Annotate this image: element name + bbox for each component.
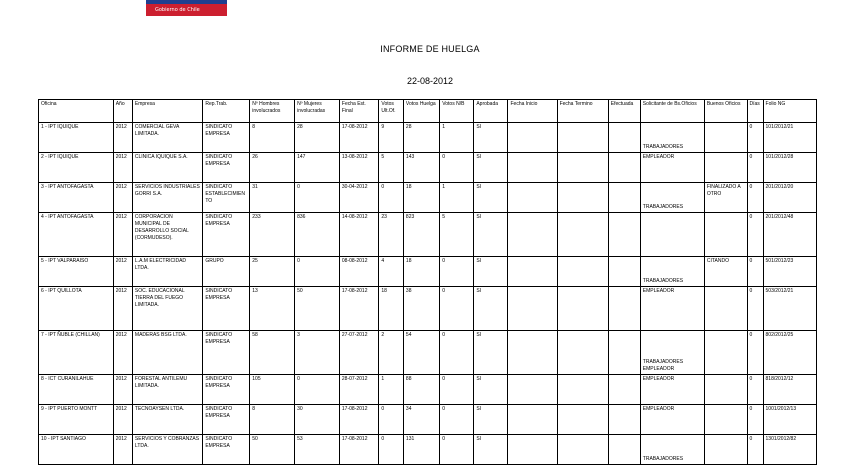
table-cell: 30-04-2012	[339, 183, 378, 213]
table-cell: 17-08-2012	[339, 435, 378, 465]
table-cell	[557, 257, 608, 287]
table-cell: 836	[295, 213, 340, 257]
table-cell: 2012	[113, 331, 132, 375]
table-cell: 818/2012/12	[763, 375, 816, 405]
table-cell: FINALIZADO A OTRO	[704, 183, 747, 213]
table-cell: EMPLEADOR	[640, 287, 704, 331]
table-cell: 0	[747, 257, 763, 287]
table-cell: 0	[379, 435, 404, 465]
table-row	[39, 183, 817, 213]
table-cell: 7 - IPT ÑUBLE (CHILLAN)	[39, 331, 114, 375]
table-body	[39, 123, 817, 465]
table-cell	[557, 435, 608, 465]
table-cell: 88	[403, 375, 439, 405]
report-title: INFORME DE HUELGA	[380, 44, 480, 54]
table-cell: 17-08-2012	[339, 123, 378, 153]
table-cell: 2	[379, 331, 404, 375]
table-cell: 0	[440, 435, 474, 465]
table-cell: TECNOAYSEN LTDA.	[132, 405, 202, 435]
column-header: Nº Mujeres involucradas	[295, 100, 340, 123]
table-cell: SI	[474, 257, 508, 287]
table-row	[39, 213, 817, 257]
table-cell: 28	[403, 123, 439, 153]
table-cell: EMPLEADOR	[640, 405, 704, 435]
table-cell: 3	[295, 331, 340, 375]
table-cell: 5	[379, 153, 404, 183]
table-cell	[608, 375, 640, 405]
table-row	[39, 405, 817, 435]
table-cell	[704, 123, 747, 153]
table-cell: 0	[747, 213, 763, 257]
table-cell: SINDICATO EMPRESA	[203, 375, 250, 405]
table-cell: 6 - IPT QUILLOTA	[39, 287, 114, 331]
table-cell: 1001/2012/13	[763, 405, 816, 435]
table-cell: COMERCIAL GEVA LIMITADA.	[132, 123, 202, 153]
table-cell	[557, 123, 608, 153]
table-cell: SINDICATO EMPRESA	[203, 153, 250, 183]
table-cell: 201/2012/48	[763, 213, 816, 257]
table-cell	[608, 183, 640, 213]
table-cell: 54	[403, 331, 439, 375]
table-cell: 08-08-2012	[339, 257, 378, 287]
table-cell: SI	[474, 405, 508, 435]
table-cell: 0	[440, 331, 474, 375]
table-cell: 10 - IPT SANTIAGO	[39, 435, 114, 465]
table-cell	[608, 257, 640, 287]
table-cell: SI	[474, 183, 508, 213]
table-cell: 501/2012/23	[763, 257, 816, 287]
table-cell: FORESTAL ANTILEMU LIMITADA.	[132, 375, 202, 405]
cell-text: TRABAJADORES	[642, 456, 684, 462]
table-cell: 50	[295, 287, 340, 331]
table-cell: 31	[250, 183, 295, 213]
table-cell: 0	[747, 375, 763, 405]
table-cell: 50	[250, 435, 295, 465]
table-cell: 233	[250, 213, 295, 257]
table-cell: 4 - IPT ANTOFAGASTA	[39, 213, 114, 257]
table-cell: 0	[295, 375, 340, 405]
table-cell: 0	[379, 183, 404, 213]
table-cell	[704, 287, 747, 331]
table-cell: 101/2012/21	[763, 123, 816, 153]
table-cell: SI	[474, 123, 508, 153]
table-cell	[640, 123, 704, 153]
table-cell: CITANDO	[704, 257, 747, 287]
column-header: Efectuada	[608, 100, 640, 123]
table-cell: EMPLEADOR	[640, 153, 704, 183]
cell-text: TRABAJADORES	[642, 278, 684, 284]
table-cell: 1	[440, 183, 474, 213]
table-cell: 2012	[113, 123, 132, 153]
table-cell: 2012	[113, 183, 132, 213]
table-cell: 0	[747, 123, 763, 153]
table-cell: SI	[474, 435, 508, 465]
table-cell	[640, 435, 704, 465]
table-cell: SINDICATO EMPRESA	[203, 405, 250, 435]
table-cell: 143	[403, 153, 439, 183]
column-header: Buenos Oficios	[704, 100, 747, 123]
table-row	[39, 153, 817, 183]
table-cell: 14-08-2012	[339, 213, 378, 257]
table-cell: SINDICATO EMPRESA	[203, 287, 250, 331]
table-cell: 823	[403, 213, 439, 257]
table-cell: 18	[403, 257, 439, 287]
table-cell: 0	[440, 257, 474, 287]
table-cell	[704, 405, 747, 435]
table-cell: 9	[379, 123, 404, 153]
gobierno-de-chile-logo	[146, 0, 227, 16]
table-cell	[704, 153, 747, 183]
report-date: 22-08-2012	[406, 76, 454, 86]
logo-text: Gobierno de Chile	[155, 7, 200, 13]
table-cell: 0	[747, 287, 763, 331]
column-header: Aprobada	[474, 100, 508, 123]
column-header: Votos N/B	[440, 100, 474, 123]
table-cell: 28-07-2012	[339, 375, 378, 405]
table-cell	[508, 213, 557, 257]
table-cell: 53	[295, 435, 340, 465]
table-cell	[608, 405, 640, 435]
table-cell: SINDICATO EMPRESA	[203, 435, 250, 465]
table-cell: 13-08-2012	[339, 153, 378, 183]
table-cell: SERVICIOS Y COBRANZAS LTDA.	[132, 435, 202, 465]
table-cell	[608, 123, 640, 153]
table-cell	[640, 183, 704, 213]
table-cell: 147	[295, 153, 340, 183]
column-header: Folio NG	[763, 100, 816, 123]
cell-text: TRABAJADORES	[642, 144, 684, 150]
table-cell	[640, 257, 704, 287]
table-cell: SI	[474, 375, 508, 405]
table-cell: 0	[295, 183, 340, 213]
table-cell	[557, 153, 608, 183]
table-cell: 0	[440, 153, 474, 183]
table-cell: 23	[379, 213, 404, 257]
column-header: Fecha Inicio	[508, 100, 557, 123]
table-cell	[608, 287, 640, 331]
table-cell: 25	[250, 257, 295, 287]
table-cell: 4	[379, 257, 404, 287]
column-header: Rep.Trab.	[203, 100, 250, 123]
table-cell	[508, 435, 557, 465]
table-cell: 1 - IPT IQUIQUE	[39, 123, 114, 153]
table-cell: 2012	[113, 213, 132, 257]
table-cell: SINDICATO EMPRESA	[203, 213, 250, 257]
table-cell	[704, 213, 747, 257]
table-cell	[557, 183, 608, 213]
table-cell: 503/2012/21	[763, 287, 816, 331]
table-cell: 38	[403, 287, 439, 331]
table-cell	[508, 375, 557, 405]
column-header: Oficina	[39, 100, 114, 123]
cell-text: TRABAJADORES	[642, 204, 684, 210]
table-cell	[608, 331, 640, 375]
logo-blue-band	[146, 0, 227, 4]
table-cell	[557, 405, 608, 435]
table-header-row	[39, 100, 817, 123]
table-cell: 0	[440, 375, 474, 405]
table-cell	[508, 331, 557, 375]
cell-text: TRABAJADORES EMPLEADOR	[642, 359, 684, 372]
table-cell: 5 - IPT VALPARAISO	[39, 257, 114, 287]
table-row	[39, 435, 817, 465]
table-cell: 802/2012/25	[763, 331, 816, 375]
column-header: Fecha Est. Final	[339, 100, 378, 123]
table-cell: 5	[440, 213, 474, 257]
column-header: Solicitante de Bs.Oficios	[640, 100, 704, 123]
table-cell	[704, 375, 747, 405]
table-row	[39, 375, 817, 405]
table-cell: SINDICATO ESTABLECIMIENTO	[203, 183, 250, 213]
table-cell: 0	[747, 435, 763, 465]
table-cell: 28	[295, 123, 340, 153]
column-header: Nº Hombres involucrados	[250, 100, 295, 123]
table-cell: 9 - IPT PUERTO MONTT	[39, 405, 114, 435]
table-cell	[608, 153, 640, 183]
table-cell: 201/2012/20	[763, 183, 816, 213]
column-header: Votos Huelga	[403, 100, 439, 123]
table-cell	[508, 257, 557, 287]
table-cell: 30	[295, 405, 340, 435]
table-cell: 0	[379, 405, 404, 435]
table-cell	[704, 435, 747, 465]
table-cell: SERVICIOS INDUSTRIALES GORRI S.A.	[132, 183, 202, 213]
table-cell: 131	[403, 435, 439, 465]
table-cell: 2012	[113, 287, 132, 331]
table-cell	[508, 287, 557, 331]
table-cell: 0	[440, 405, 474, 435]
table-row	[39, 287, 817, 331]
table-cell: 3 - IPT ANTOFAGASTA	[39, 183, 114, 213]
table-row	[39, 257, 817, 287]
table-cell: 18	[403, 183, 439, 213]
table-cell: 34	[403, 405, 439, 435]
table-cell: 101/2012/28	[763, 153, 816, 183]
table-cell: 0	[747, 405, 763, 435]
table-cell: 17-08-2012	[339, 405, 378, 435]
table-cell	[557, 213, 608, 257]
table-cell: SI	[474, 213, 508, 257]
column-header: Días	[747, 100, 763, 123]
table-cell: SI	[474, 153, 508, 183]
table-cell	[557, 375, 608, 405]
table-cell: 0	[747, 331, 763, 375]
table-cell: L.A.M ELECTRICIDAD LTDA.	[132, 257, 202, 287]
table-cell: 2012	[113, 435, 132, 465]
table-cell	[508, 183, 557, 213]
table-cell: 2012	[113, 405, 132, 435]
table-cell: 17-08-2012	[339, 287, 378, 331]
table-cell: 26	[250, 153, 295, 183]
table-cell	[640, 331, 704, 375]
column-header: Fecha Termino	[557, 100, 608, 123]
table-cell	[704, 331, 747, 375]
table-cell: 0	[747, 153, 763, 183]
column-header: Año	[113, 100, 132, 123]
table-cell: 0	[440, 287, 474, 331]
table-cell	[508, 153, 557, 183]
table-cell: 2012	[113, 153, 132, 183]
table-cell	[508, 123, 557, 153]
column-header: Votos Ult.Of.	[379, 100, 404, 123]
table-row	[39, 331, 817, 375]
strike-report-table	[38, 99, 817, 465]
table-cell: SINDICATO EMPRESA	[203, 123, 250, 153]
table-cell	[557, 331, 608, 375]
table-cell	[608, 213, 640, 257]
table-cell: 2 - IPT IQUIQUE	[39, 153, 114, 183]
table-cell	[640, 213, 704, 257]
table-cell: SINDICATO EMPRESA	[203, 331, 250, 375]
table-cell: 105	[250, 375, 295, 405]
table-cell: 8	[250, 405, 295, 435]
table-cell: SOC. EDUCACIONAL TIERRA DEL FUEGO LIMITADA.	[132, 287, 202, 331]
table-cell: 0	[747, 183, 763, 213]
column-header: Empresa	[132, 100, 202, 123]
table-cell: CORPORACION MUNICIPAL DE DESARROLLO SOCIAL (CORMUDESO).	[132, 213, 202, 257]
table-cell: EMPLEADOR	[640, 375, 704, 405]
table-cell: 27-07-2012	[339, 331, 378, 375]
table-cell: 2012	[113, 375, 132, 405]
table-cell	[608, 435, 640, 465]
table-cell: 1	[379, 375, 404, 405]
table-cell: 8 - ICT CURANILAHUE	[39, 375, 114, 405]
table-cell: 18	[379, 287, 404, 331]
table-cell: 1	[440, 123, 474, 153]
table-cell: 13	[250, 287, 295, 331]
table-cell: MADERAS BSG LTDA.	[132, 331, 202, 375]
table-cell: 58	[250, 331, 295, 375]
table-cell: 8	[250, 123, 295, 153]
table-cell: 2012	[113, 257, 132, 287]
table-cell: SI	[474, 287, 508, 331]
table-cell	[508, 405, 557, 435]
table-row	[39, 123, 817, 153]
table-cell	[557, 287, 608, 331]
table-cell: SI	[474, 331, 508, 375]
table-cell: 0	[295, 257, 340, 287]
table-cell: GRUPO	[203, 257, 250, 287]
table-cell: CLINICA IQUIQUE S.A.	[132, 153, 202, 183]
table-cell: 1301/2012/82	[763, 435, 816, 465]
